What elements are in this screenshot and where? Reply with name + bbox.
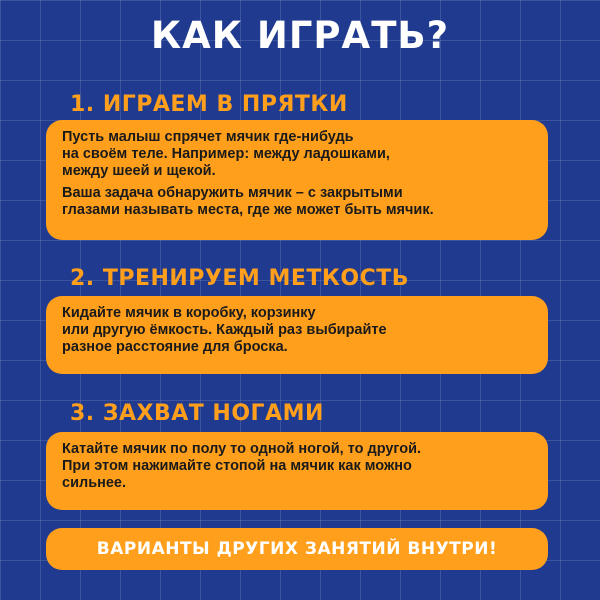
section-text: Кидайте мячик в коробку, корзинку или другую ёмкость. Каждый раз выбирайте разное расстояние для броска. bbox=[62, 305, 387, 355]
page-title: КАК ИГРАТЬ? bbox=[150, 14, 450, 57]
section-heading-foot-grip: 3. ЗАХВАТ НОГАМИ bbox=[70, 401, 324, 426]
section-box-foot-grip bbox=[46, 432, 548, 510]
section-heading-accuracy: 2. ТРЕНИРУЕМ МЕТКОСТЬ bbox=[70, 266, 410, 291]
section-text: Катайте мячик по полу то одной ногой, то другой. При этом нажимайте стопой на мячик как можно сильнее. bbox=[62, 441, 422, 491]
section-heading-hide-and-seek: 1. ИГРАЕМ В ПРЯТКИ bbox=[70, 92, 348, 117]
section-box-hide-and-seek bbox=[46, 120, 548, 240]
section-text: Ваша задача обнаружить мячик – с закрытыми глазами называть места, где же может быть мячик. bbox=[62, 185, 434, 218]
section-text: Пусть малыш спрячет мячик где-нибудь на своём теле. Например: между ладошками, между шеей и щекой. bbox=[62, 129, 390, 179]
cta-banner: ВАРИАНТЫ ДРУГИХ ЗАНЯТИЙ ВНУТРИ! bbox=[46, 528, 548, 570]
section-box-accuracy bbox=[46, 296, 548, 374]
